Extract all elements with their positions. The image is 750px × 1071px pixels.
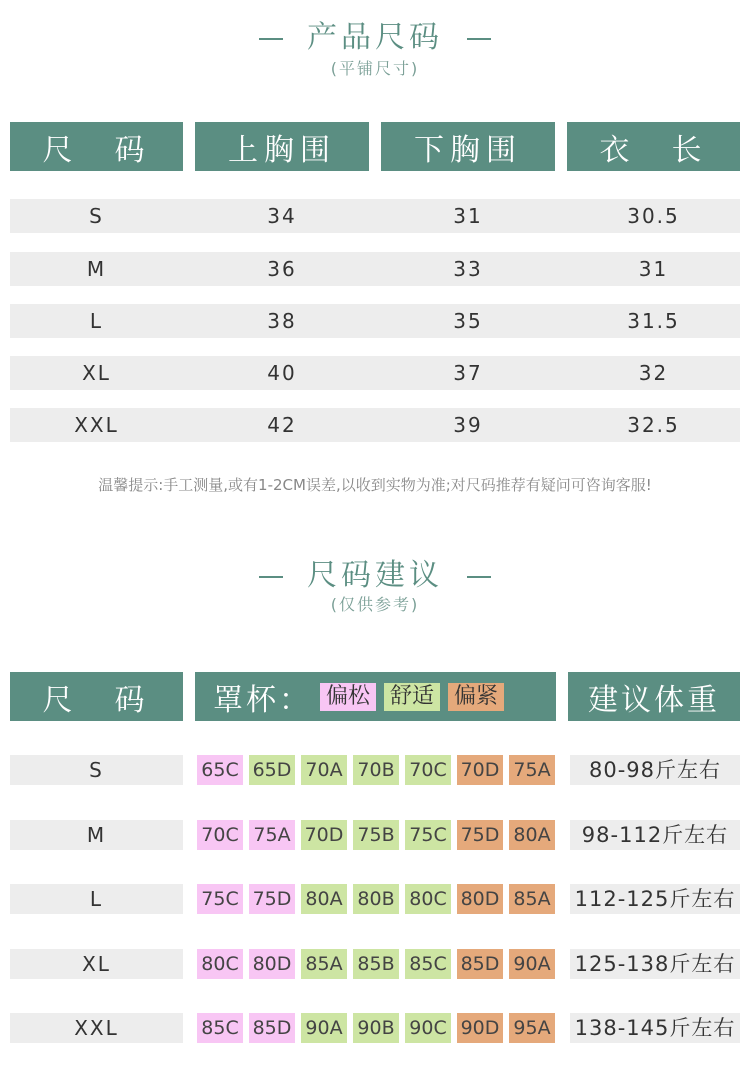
cup-size-chip: 65D: [249, 755, 295, 785]
section-subtitle: (平铺尺寸): [330, 59, 420, 78]
title-dash-left: [259, 38, 283, 40]
table-cell: 31: [453, 204, 483, 228]
size-label: M: [86, 823, 107, 847]
cup-size-chip: 85B: [353, 949, 399, 979]
table1-header-size: 尺 码: [10, 122, 183, 171]
size-label: S: [89, 758, 104, 782]
cup-size-chip: 90C: [405, 1013, 451, 1043]
cup-size-chip: 70C: [197, 820, 243, 850]
cup-size-chip: 85C: [405, 949, 451, 979]
table2-header-cup: [195, 672, 556, 721]
cup-header-label: 罩杯：: [213, 682, 312, 718]
cup-size-chip: 75B: [353, 820, 399, 850]
cup-size-chip: 70C: [405, 755, 451, 785]
cup-size-chip: 70D: [301, 820, 347, 850]
cup-size-chip: 85D: [249, 1013, 295, 1043]
cup-size-chip: 85A: [301, 949, 347, 979]
weight-label: 80-98斤左右: [588, 758, 722, 782]
cup-size-chip: 85D: [457, 949, 503, 979]
table-cell: XL: [82, 361, 111, 385]
table-cell: 31.5: [627, 309, 680, 333]
cup-size-chip: 90D: [457, 1013, 503, 1043]
legend-tight: 偏紧: [448, 683, 504, 711]
table-cell: XXL: [74, 413, 119, 437]
title-dash-left: [259, 576, 283, 578]
cup-size-chip: 65C: [197, 755, 243, 785]
table-cell: 31: [638, 257, 669, 281]
cup-size-chip: 80D: [249, 949, 295, 979]
cup-size-chip: 70B: [353, 755, 399, 785]
cup-size-chip: 70D: [457, 755, 503, 785]
size-label: XL: [82, 952, 111, 976]
cup-size-chip: 75A: [509, 755, 555, 785]
section-title-size-chart: [0, 12, 750, 56]
section-title-text: 尺码建议: [307, 558, 443, 593]
cup-size-chip: 80C: [405, 884, 451, 914]
table-cell: 34: [267, 204, 297, 228]
table-cell: 33: [453, 257, 483, 281]
table-cell: 37: [453, 361, 483, 385]
table-cell: S: [89, 204, 104, 228]
size-label: L: [89, 887, 104, 911]
cup-size-chip: 75A: [249, 820, 295, 850]
cup-size-chip: 75C: [405, 820, 451, 850]
weight-label: 125-138斤左右: [574, 952, 736, 976]
table2-header-weight: 建议体重: [568, 672, 740, 721]
cup-size-chip: 80C: [197, 949, 243, 979]
measurement-note: 温馨提示:手工测量,或有1-2CM误差,以收到实物为准;对尺码推荐有疑问可咨询客服!: [98, 476, 652, 494]
section-subtitle: (仅供参考): [330, 595, 420, 614]
table1-header-bust: 上胸围: [195, 122, 369, 171]
title-dash-right: [467, 576, 491, 578]
cup-size-chip: 70A: [301, 755, 347, 785]
table-cell: 32.5: [627, 413, 680, 437]
legend-comfy: 舒适: [384, 683, 440, 711]
table-cell: 38: [267, 309, 297, 333]
weight-label: 112-125斤左右: [574, 887, 736, 911]
table-cell: 42: [267, 413, 297, 437]
cup-size-chip: 75C: [197, 884, 243, 914]
cup-size-chip: 80B: [353, 884, 399, 914]
cup-size-chip: 90A: [301, 1013, 347, 1043]
table-cell: 35: [453, 309, 483, 333]
cup-size-chip: 80A: [301, 884, 347, 914]
table-cell: 32: [638, 361, 669, 385]
cup-size-chip: 85C: [197, 1013, 243, 1043]
table-cell: M: [86, 257, 107, 281]
table-cell: 40: [267, 361, 297, 385]
cup-size-chip: 90A: [509, 949, 555, 979]
section-title-text: 产品尺码: [307, 20, 443, 55]
cup-size-chip: 90B: [353, 1013, 399, 1043]
table-cell: 39: [453, 413, 483, 437]
table-cell: L: [89, 309, 104, 333]
table1-header-underbust: 下胸围: [381, 122, 555, 171]
table1-header-length: 衣 长: [567, 122, 740, 171]
cup-size-chip: 80A: [509, 820, 555, 850]
cup-size-chip: 85A: [509, 884, 555, 914]
title-dash-right: [467, 38, 491, 40]
cup-size-chip: 80D: [457, 884, 503, 914]
weight-label: 138-145斤左右: [574, 1016, 736, 1040]
cup-size-chip: 95A: [509, 1013, 555, 1043]
cup-size-chip: 75D: [249, 884, 295, 914]
table-cell: 36: [267, 257, 297, 281]
table2-header-size: 尺 码: [10, 672, 183, 721]
legend-loose: 偏松: [320, 683, 376, 711]
cup-size-chip: 75D: [457, 820, 503, 850]
section-title-size-advice: [0, 550, 750, 594]
table-cell: 30.5: [627, 204, 680, 228]
weight-label: 98-112斤左右: [581, 823, 729, 847]
size-label: XXL: [74, 1016, 119, 1040]
